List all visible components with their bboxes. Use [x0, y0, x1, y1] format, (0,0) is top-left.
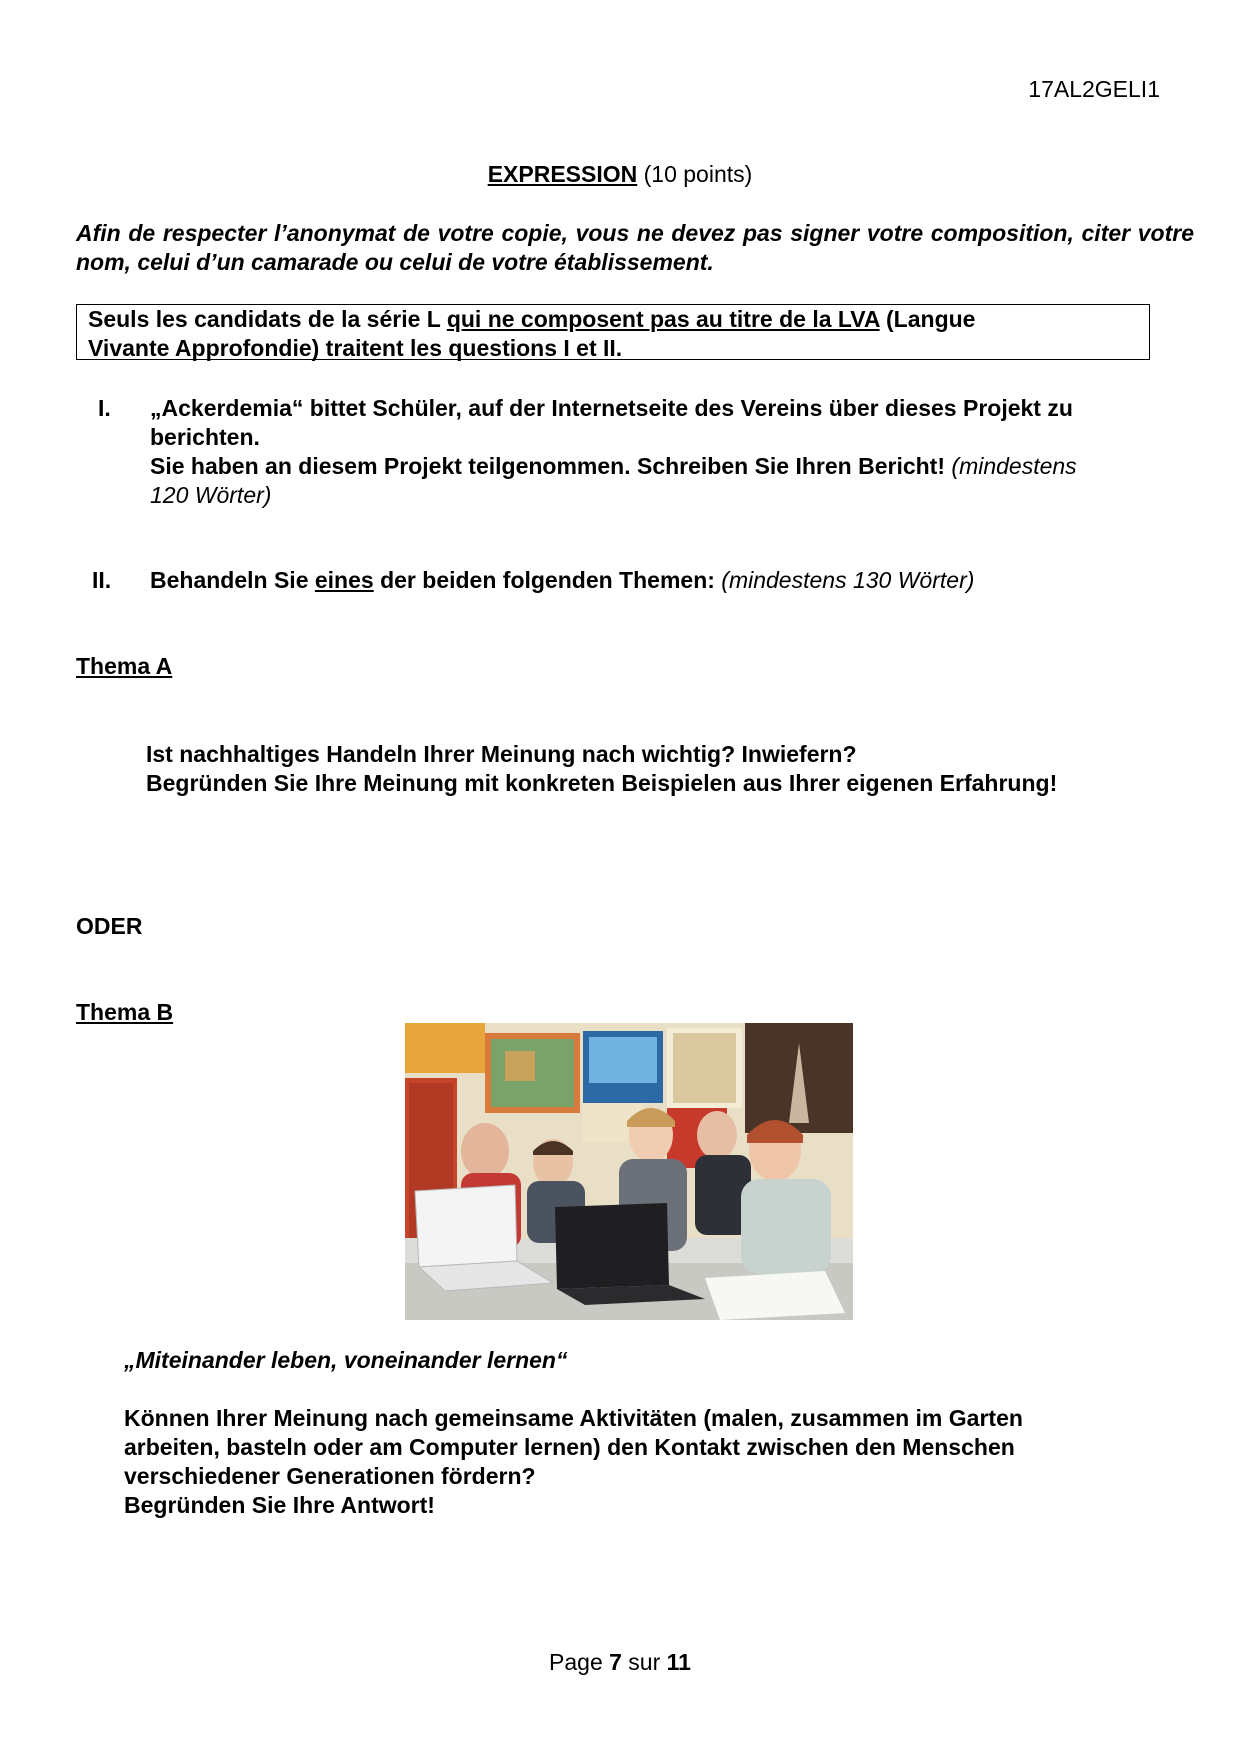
theme-b-line-1: Können Ihrer Meinung nach gemeinsame Aktivitäten (malen, zusammen im Garten — [124, 1405, 1023, 1431]
theme-b-title: Thema B — [76, 999, 174, 1025]
question-1-hint-b: 120 Wörter) — [150, 482, 272, 508]
theme-b-line-2: arbeiten, basteln oder am Computer lernen) den Kontakt zwischen den Menschen — [124, 1434, 1015, 1460]
page-sep: sur — [621, 1649, 667, 1675]
page-number: 7 — [609, 1649, 622, 1675]
theme-a-title: Thema A — [76, 653, 173, 679]
theme-b-quote: „Miteinander leben, voneinander lernen“ — [124, 1347, 568, 1373]
question-2 — [150, 566, 1170, 595]
question-1-line-1: „Ackerdemia“ bittet Schüler, auf der Internetseite des Vereins über dieses Projekt zu — [150, 395, 1073, 421]
heading-title: EXPRESSION — [487, 161, 638, 187]
theme-b-question — [124, 1404, 1164, 1520]
classroom-photo — [405, 1023, 853, 1320]
document-code: 17AL2GELI1 — [1028, 76, 1160, 102]
separator-oder: ODER — [76, 913, 143, 939]
question-1 — [150, 394, 1170, 510]
theme-b-line-3: verschiedener Generationen fördern? — [124, 1463, 536, 1489]
question-1-line-2: berichten. — [150, 424, 260, 450]
question-1-line-3 — [150, 452, 1170, 481]
notice-underlined: qui ne composent pas au titre de la LVA — [446, 306, 880, 332]
question-2-hint: (mindestens 130 Wörter) — [721, 567, 975, 593]
theme-a-line-1: Ist nachhaltiges Handeln Ihrer Meinung nach wichtig? Inwiefern? — [146, 741, 857, 767]
question-1-number: I. — [98, 395, 111, 421]
notice-line-2: Vivante Approfondie) traitent les questions I et II. — [88, 335, 623, 361]
notice-part2: (Langue — [879, 306, 976, 332]
question-1-task: Sie haben an diesem Projekt teilgenommen. Schreiben Sie Ihren Bericht! — [150, 453, 946, 479]
section-heading — [0, 160, 1240, 189]
question-2-text-before: Behandeln Sie — [150, 567, 315, 593]
question-2-number: II. — [92, 567, 112, 593]
anonymity-note: Afin de respecter l’anonymat de votre copie, vous ne devez pas signer votre composition, citer votre nom, celui d’un camarade ou celui de votre établissement. — [76, 220, 1194, 275]
notice-line-1 — [88, 305, 1138, 334]
question-2-underlined: eines — [314, 567, 374, 593]
theme-a-text — [146, 740, 1186, 798]
heading-points: (10 points) — [643, 161, 753, 187]
question-2-text-after: der beiden folgenden Themen: — [373, 567, 715, 593]
page-footer — [0, 1648, 1240, 1677]
theme-a-line-2: Begründen Sie Ihre Meinung mit konkreten Beispielen aus Ihrer eigenen Erfahrung! — [146, 770, 1058, 796]
notice-part1: Seuls les candidats de la série L — [88, 306, 447, 332]
theme-b-line-4: Begründen Sie Ihre Antwort! — [124, 1492, 435, 1518]
page-label: Page — [549, 1649, 610, 1675]
page-total: 11 — [666, 1649, 691, 1675]
question-1-hint-a: (mindestens — [951, 453, 1077, 479]
notice-box — [76, 304, 1150, 360]
